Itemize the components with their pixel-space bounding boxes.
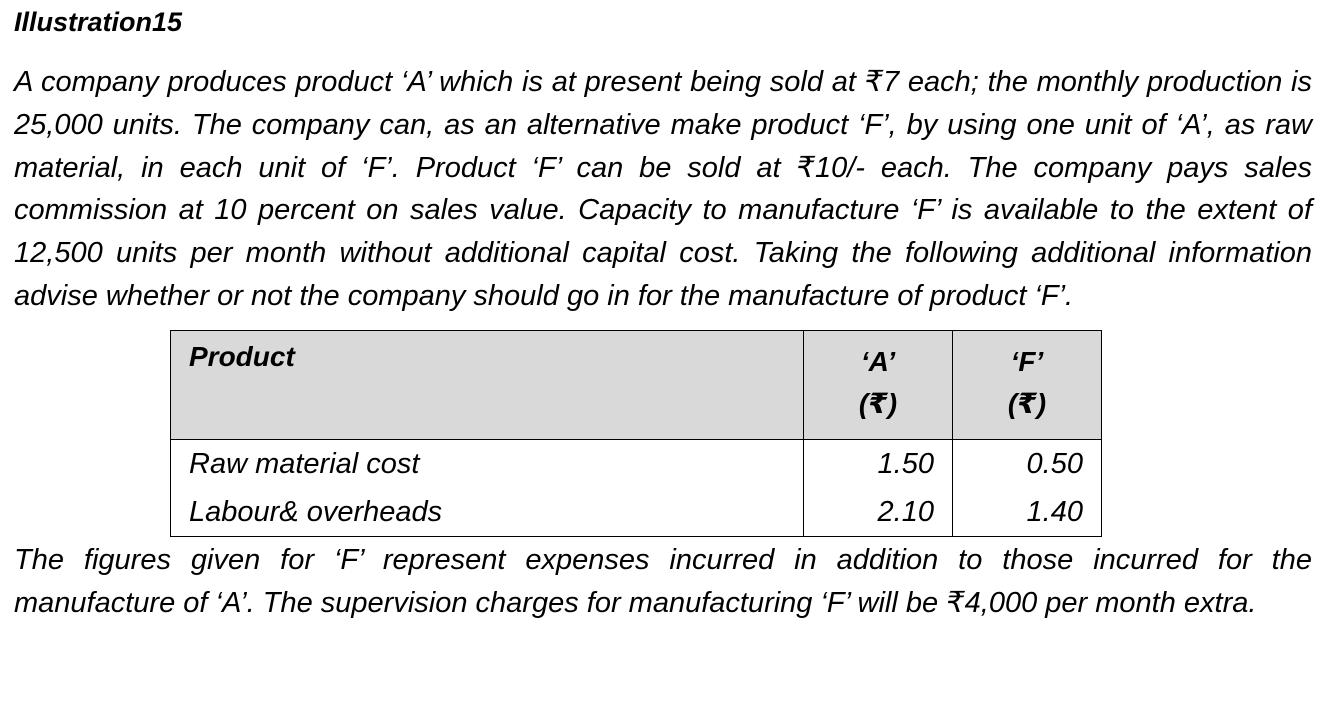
header-a-label: ‘A’ [860,345,896,377]
row-value-a: 1.50 [804,439,953,488]
illustration-title: Illustration15 [14,7,183,37]
header-product-f [953,330,1102,439]
table-header-row [171,330,1102,439]
header-product-a [804,330,953,439]
header-f-label: ‘F’ [1010,345,1044,377]
cost-table [170,330,1102,537]
table-row [171,488,1102,537]
row-value-a: 2.10 [804,488,953,537]
row-value-f: 0.50 [953,439,1102,488]
row-value-f: 1.40 [953,488,1102,537]
row-label: Labour& overheads [171,488,804,537]
header-product: Product [171,330,804,439]
document-page [14,0,1312,624]
row-label: Raw material cost [171,439,804,488]
table-row [171,439,1102,488]
header-f-unit: (₹) [1007,387,1047,419]
cost-table-container [170,330,1102,537]
problem-statement-paragraph: A company produces product ‘A’ which is at present being sold at ₹7 each; the monthly production is 25,000 units. The company can, as an alternative make product ‘F’, by using one unit of ‘A’, as raw material, in each unit of ‘F’. Product ‘F’ can be sold at ₹10/- each. The company pays sales commission at 10 percent on sales value. Capacity to manufacture ‘F’ is available to the extent of 12,500 units per month without additional capital cost. Taking the following additional information advise whether or not the company should go in for the manufacture of product ‘F’. [14,66,1312,312]
header-a-unit: (₹) [858,387,898,419]
additional-info-paragraph: The figures given for ‘F’ represent expenses incurred in addition to those incurred for the manufacture of ‘A’. The supervision charges for manufacturing ‘F’ will be ₹4,000 per month extra. [14,543,1312,619]
